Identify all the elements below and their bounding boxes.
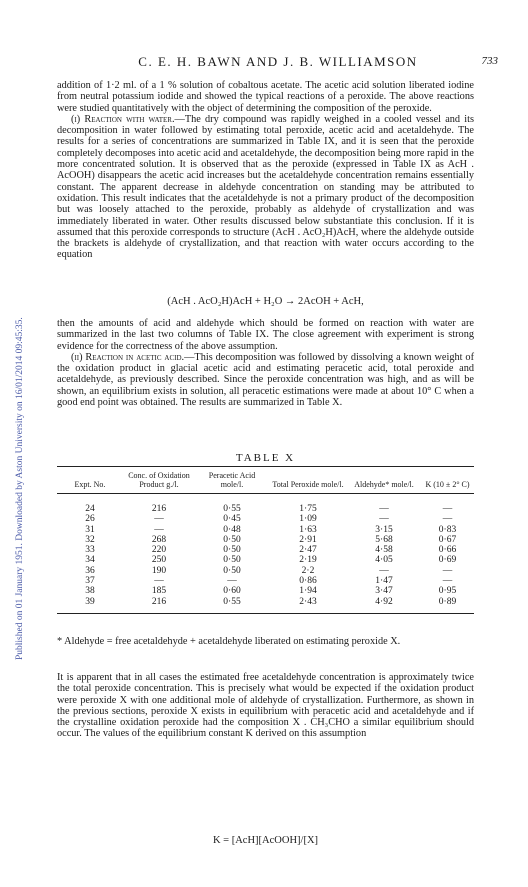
- table-cell: 0·69: [438, 555, 457, 566]
- table-cell: 2·47: [299, 545, 317, 556]
- table-cell: 0·50: [223, 545, 241, 556]
- table-row: [57, 586, 474, 596]
- table-row: [57, 566, 474, 576]
- table-cell: —: [442, 514, 453, 525]
- table-cell: 2·2: [301, 565, 315, 576]
- paragraph-2-body: —The dry compound was rapidly weighed in a cooled vessel and its decomposition in water followed by estimating total peroxide, acetic acid and acetaldehyde. The results for a series of concentrations are summarized in Table IX, and it is seen that the peroxide completely decomposes into acetic acid and acetaldehyde, the decomposition being more rapid in the more concentrated solution. It is observed that as the peroxide (expressed in Table IX as AcH . AcOOH) disappears the acetic acid increases but the acetaldehyde concentration remains essentially constant. The apparent decrease in aldehyde concentration on standing may be attributed to oxidation. This result indicates that the acetaldehyde is not a primary product of the decomposition but was loosely attached to the peroxide, probably as aldehyde of crystallization and was immediately liberated in water. Other results discussed below substantiate this conclusion. If it is assumed that this peroxide corresponds to structure (AcH . AcO₂H)AcH, where the aldehyde outside the brackets is aldehyde of crystallization, and that reaction with water occurs according to the equation: [57, 113, 474, 261]
- table-cell: 1·09: [299, 514, 317, 525]
- table-cell: 5·68: [375, 534, 393, 545]
- table-cell: 1·47: [375, 576, 393, 587]
- paragraph-5: It is apparent that in all cases the estimated free acetaldehyde concentration is approximately twice the total peroxide concentration. This is precisely what would be expected if the oxidation product were peroxide X with one additional mole of aldehyde of crystallization. Furthermore, as shown in the previous sections, peroxide X exists in equilibrium with peracetic acid and acetaldehyde and if the crystalline oxidation peroxide had the composition X . CH₃CHO a similar equilibrium should occur. The values of the equilibrium constant K derived on this assumption: [57, 672, 474, 740]
- table-cell: 32: [85, 534, 95, 545]
- table-row: [57, 494, 474, 515]
- table-cell: —: [154, 514, 164, 525]
- table-cell: 4·58: [375, 545, 393, 556]
- table-cell: —: [154, 576, 164, 587]
- table-cell: —: [227, 576, 237, 587]
- col-header-k: K (10 ± 2° C): [421, 467, 474, 494]
- paragraph-4: [57, 352, 474, 408]
- table-cell: —: [379, 565, 389, 576]
- table-cell: 31: [85, 524, 95, 535]
- table-footnote: * Aldehyde = free acetaldehyde + acetaldehyde liberated on estimating peroxide X.: [57, 636, 401, 647]
- table-cell: 38: [85, 586, 95, 597]
- table-cell: —: [442, 565, 453, 576]
- table-cell: 33: [85, 545, 95, 556]
- table-row: [57, 597, 474, 614]
- table-cell: 1·63: [299, 524, 317, 535]
- table-cell: 0·83: [438, 524, 457, 535]
- table-cell: 190: [151, 565, 167, 576]
- table-cell: 250: [151, 555, 167, 566]
- running-header: [58, 54, 498, 70]
- table-cell: 220: [151, 545, 167, 556]
- table-cell: 0·50: [223, 565, 241, 576]
- col-header-conc: Conc. of Oxidation Product g./l.: [123, 467, 195, 494]
- download-watermark-text: Published on 01 January 1951. Downloaded by Aston University on 16/01/2014 09:45:35.: [15, 317, 25, 660]
- body-section-1: [57, 80, 474, 261]
- running-title: C. E. H. BAWN AND J. B. WILLIAMSON: [138, 54, 418, 69]
- table-cell: —: [154, 524, 164, 535]
- table-cell: 2·19: [299, 555, 317, 566]
- col-header-peracetic: Peracetic Acid mole/l.: [195, 467, 269, 494]
- table-cell: 34: [85, 555, 95, 566]
- col-header-aldehyde: Aldehyde* mole/l.: [347, 467, 421, 494]
- data-table: [57, 466, 474, 614]
- table-cell: 2·43: [269, 597, 347, 614]
- table-cell: 4·92: [347, 597, 421, 614]
- table-cell: 39: [57, 597, 123, 614]
- table-cell: 185: [151, 586, 167, 597]
- table-cell: 0·86: [299, 576, 317, 587]
- table-cell: 0·55: [195, 597, 269, 614]
- table-cell: 216: [151, 504, 167, 514]
- table-cell: 1·75: [299, 504, 317, 514]
- page-number: 733: [481, 55, 498, 67]
- body-section-2: [57, 318, 474, 408]
- download-watermark: [3, 120, 25, 660]
- table-cell: 0·50: [223, 534, 241, 545]
- section-heading-acetic: (ii) Reaction in acetic acid.: [71, 351, 185, 363]
- table-cell: 0·60: [223, 586, 241, 597]
- paragraph-2: [57, 114, 474, 261]
- col-header-expt: Expt. No.: [57, 467, 123, 494]
- body-section-3: [57, 672, 474, 740]
- table-cell: 26: [85, 514, 95, 525]
- table-cell: 37: [85, 576, 95, 587]
- paragraph-3: then the amounts of acid and aldehyde which should be formed on reaction with water are summarized in the last two columns of Table IX. The close agreement with experiment is strong evidence for the correctness of the above assumption.: [57, 318, 474, 352]
- table-cell: 24: [85, 504, 95, 514]
- table-cell: —: [379, 504, 389, 514]
- equilibrium-constant-formula: K = [AcH][AcOOH]/[X]: [212, 835, 319, 846]
- table-cell: —: [442, 504, 453, 514]
- table-cell: 0·67: [438, 534, 457, 545]
- table-cell: 0·95: [438, 586, 457, 597]
- table-cell: 36: [85, 565, 95, 576]
- table-cell: 216: [123, 597, 195, 614]
- table-cell: 0·66: [438, 545, 457, 556]
- table-cell: 268: [151, 534, 167, 545]
- table-cell: 2·91: [299, 534, 317, 545]
- table-cell: 3·15: [375, 524, 393, 535]
- table-body: [57, 494, 474, 614]
- table-cell: —: [442, 576, 453, 587]
- table-title: TABLE X: [235, 452, 296, 464]
- table-row: [57, 535, 474, 545]
- paragraph-1: addition of 1·2 ml. of a 1 % solution of cobaltous acetate. The acetic acid solution liberated iodine from neutral potassium iodide and showed the typical reactions of a peroxide. The above reactions were studied quantitatively with the object of determining the composition of the peroxide.: [57, 80, 474, 114]
- paragraph-4-body: —This decomposition was followed by dissolving a known weight of the oxidation product in glacial acetic acid and estimating peracetic acid, total peroxide and acetaldehyde, as previously described. Since the peroxide concentration was high, and as will be shown, an equilibrium exists in solution, all peracetic estimations were made at about 10° C when a good end point was obtained. The results are summarized in Table X.: [57, 351, 475, 409]
- table-cell: 0·50: [223, 555, 241, 566]
- col-header-peroxide: Total Peroxide mole/l.: [269, 467, 347, 494]
- table-header-row: [57, 467, 474, 494]
- table-row: [57, 555, 474, 565]
- table-row: [57, 525, 474, 535]
- reaction-equation: (AcH . AcO₂H)AcH + H₂O → 2AcOH + AcH,: [167, 296, 364, 307]
- section-heading-water: (i) Reaction with water.: [71, 113, 175, 125]
- table-row: [57, 514, 474, 524]
- table-cell: 0·55: [223, 504, 241, 514]
- table-cell: 3·47: [375, 586, 393, 597]
- table-row: [57, 576, 474, 586]
- table-cell: 4·05: [375, 555, 393, 566]
- table-cell: —: [379, 514, 389, 525]
- table-cell: 0·89: [421, 597, 474, 614]
- table-cell: 1·94: [299, 586, 317, 597]
- table-cell: 0·45: [223, 514, 241, 525]
- table-row: [57, 545, 474, 555]
- table-cell: 0·48: [223, 524, 241, 535]
